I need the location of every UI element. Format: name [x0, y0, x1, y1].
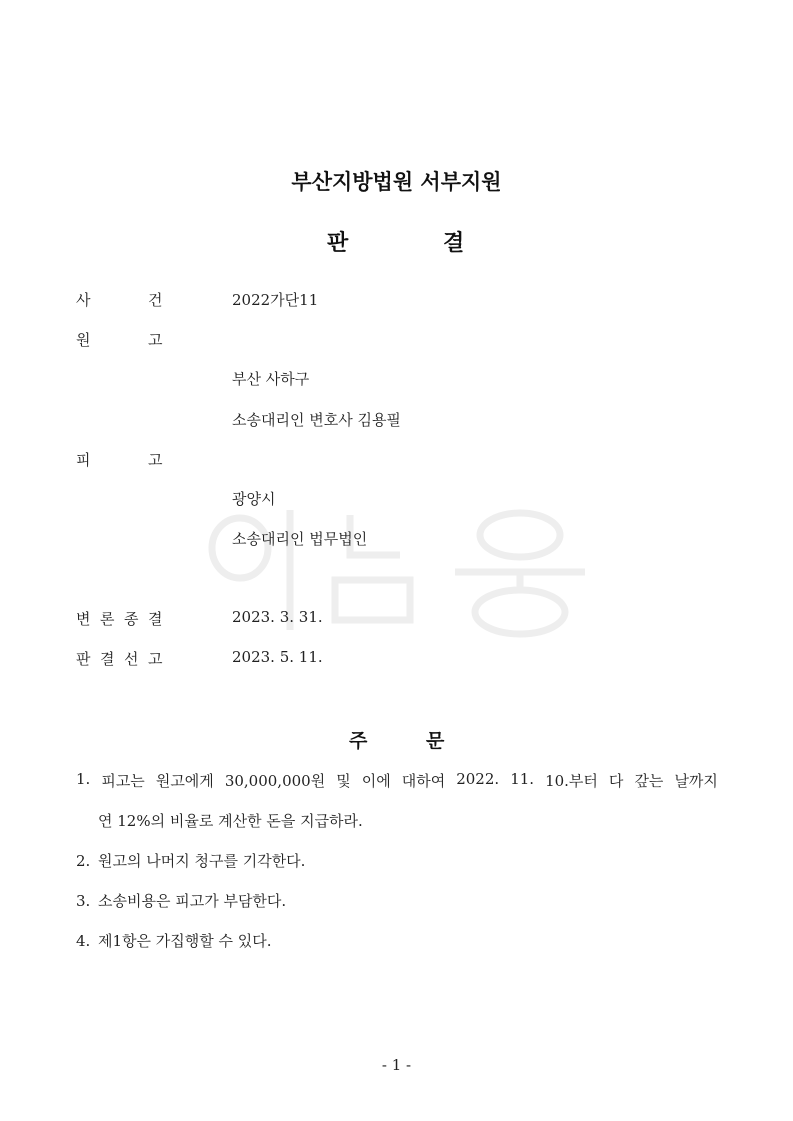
defendant-attorney: 소송대리인 법무법인 [232, 530, 368, 548]
hearing-closed-label: 변 론 종 결 [76, 610, 163, 628]
order-heading-char-1: 주 [349, 730, 368, 752]
order-item-1-continuation: 연 12%의 비율로 계산한 돈을 지급하라. [98, 812, 363, 830]
order-item-2: 2. 원고의 나머지 청구를 기각한다. [76, 852, 306, 870]
order-heading-char-2: 문 [426, 730, 445, 752]
title-char-2: 결 [443, 231, 465, 256]
hearing-closed-date: 2023. 3. 31. [232, 608, 323, 626]
court-name: 부산지방법원 서부지원 [291, 170, 502, 194]
order-item-4: 4. 제1항은 가집행할 수 있다. [76, 932, 272, 950]
case-number: 2022가단11 [232, 291, 319, 309]
order-item-3: 3. 소송비용은 피고가 부담한다. [76, 892, 287, 910]
defendant-address: 광양시 [232, 490, 276, 508]
plaintiff-attorney: 소송대리인 변호사 김용필 [232, 411, 401, 429]
page-number: - 1 - [381, 1056, 412, 1074]
judgment-date: 2023. 5. 11. [232, 648, 323, 666]
judgment-date-label: 판 결 선 고 [76, 650, 163, 668]
case-label: 사 건 [76, 291, 163, 309]
plaintiff-address: 부산 사하구 [232, 370, 310, 388]
order-item-1: 1. 피고는 원고에게 30,000,000원 및 이에 대하여 2022. 11. 10.부터 다 갚는 날까지 연 12%의 비율로 계산한 돈을 지급하라. [76, 770, 718, 830]
defendant-label: 피 고 [76, 451, 163, 469]
plaintiff-label: 원 고 [76, 331, 163, 349]
title-char-1: 판 [327, 231, 349, 256]
